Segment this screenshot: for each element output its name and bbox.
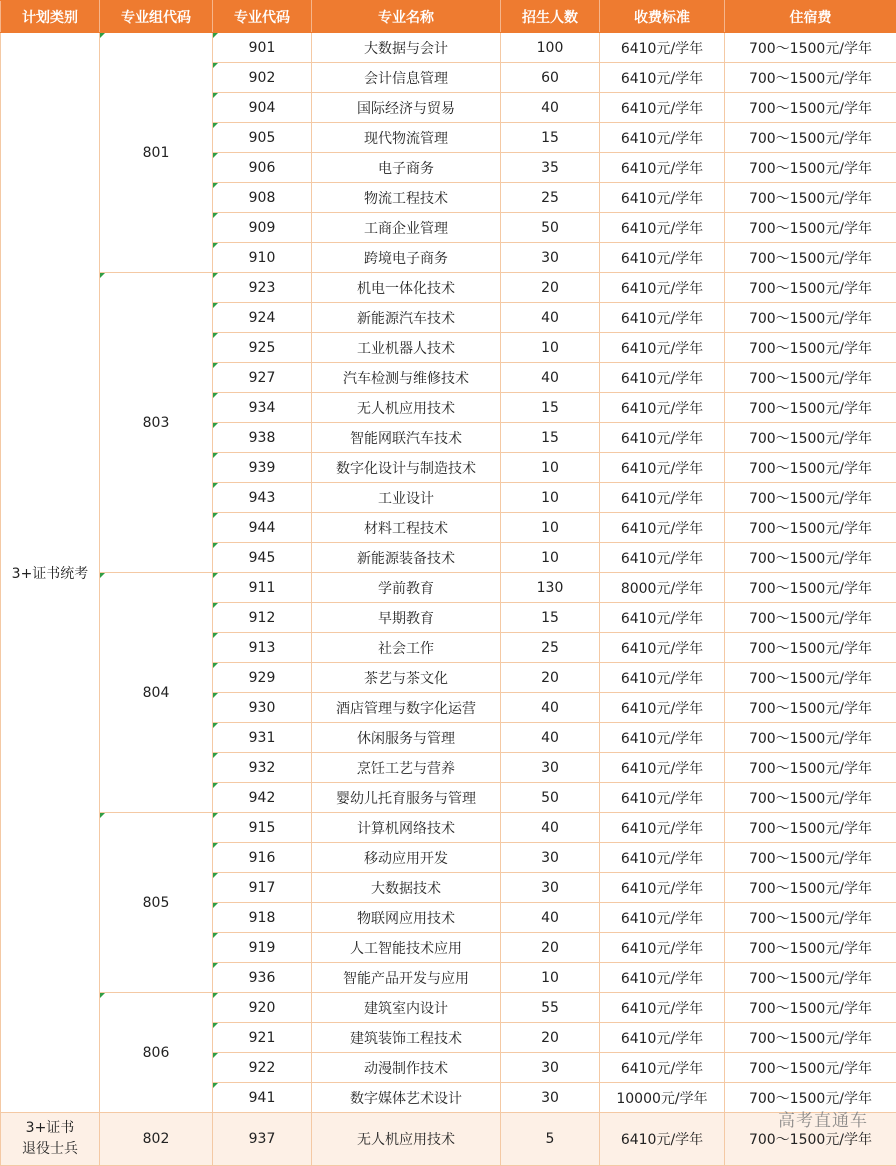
enrollment-cell: 10 [501, 513, 600, 543]
enrollment-cell: 40 [501, 363, 600, 393]
dorm-fee-cell: 700～1500元/学年 [725, 63, 896, 93]
enrollment-cell: 10 [501, 543, 600, 573]
major-name-cell: 智能网联汽车技术 [312, 423, 501, 453]
header-dorm-fee: 住宿费 [725, 1, 896, 33]
tuition-cell: 6410元/学年 [600, 153, 725, 183]
major-code-cell: 913 [213, 633, 312, 663]
enrollment-cell: 30 [501, 753, 600, 783]
dorm-fee-cell: 700～1500元/学年 [725, 933, 896, 963]
dorm-fee-cell: 700～1500元/学年 [725, 723, 896, 753]
major-name-cell: 人工智能技术应用 [312, 933, 501, 963]
major-name-cell: 工商企业管理 [312, 213, 501, 243]
group-code-cell: 802 [100, 1113, 213, 1166]
enrollment-cell: 50 [501, 213, 600, 243]
enrollment-cell: 30 [501, 843, 600, 873]
enrollment-cell: 20 [501, 663, 600, 693]
watermark: 高考直通车 [778, 1106, 868, 1131]
major-code-cell: 934 [213, 393, 312, 423]
category-cell-veteran [1, 1113, 100, 1166]
dorm-fee-cell: 700～1500元/学年 [725, 603, 896, 633]
dorm-fee-cell: 700～1500元/学年 [725, 213, 896, 243]
major-name-cell: 建筑装饰工程技术 [312, 1023, 501, 1053]
enrollment-cell: 55 [501, 993, 600, 1023]
group-code-cell: 806 [100, 993, 213, 1113]
dorm-fee-cell: 700～1500元/学年 [725, 993, 896, 1023]
major-code-cell: 908 [213, 183, 312, 213]
dorm-fee-cell: 700～1500元/学年 [725, 693, 896, 723]
major-code-cell: 920 [213, 993, 312, 1023]
major-name-cell: 机电一体化技术 [312, 273, 501, 303]
tuition-cell: 6410元/学年 [600, 753, 725, 783]
major-code-cell: 939 [213, 453, 312, 483]
tuition-cell: 6410元/学年 [600, 483, 725, 513]
dorm-fee-cell: 700～1500元/学年 [725, 273, 896, 303]
dorm-fee-cell: 700～1500元/学年 [725, 483, 896, 513]
group-code-cell: 801 [100, 33, 213, 273]
major-code-cell: 902 [213, 63, 312, 93]
dorm-fee-cell: 700～1500元/学年 [725, 543, 896, 573]
enrollment-cell: 25 [501, 633, 600, 663]
dorm-fee-cell: 700～1500元/学年 [725, 123, 896, 153]
table-row [1, 33, 896, 63]
major-name-cell: 烹饪工艺与营养 [312, 753, 501, 783]
major-name-cell: 早期教育 [312, 603, 501, 633]
enrollment-cell: 15 [501, 123, 600, 153]
enrollment-cell: 10 [501, 453, 600, 483]
tuition-cell: 6410元/学年 [600, 693, 725, 723]
major-name-cell: 移动应用开发 [312, 843, 501, 873]
major-code-cell: 925 [213, 333, 312, 363]
major-name-cell: 跨境电子商务 [312, 243, 501, 273]
major-code-cell: 945 [213, 543, 312, 573]
tuition-cell: 6410元/学年 [600, 963, 725, 993]
major-code-cell: 923 [213, 273, 312, 303]
major-name-cell: 物联网应用技术 [312, 903, 501, 933]
major-code-cell: 915 [213, 813, 312, 843]
dorm-fee-cell: 700～1500元/学年 [725, 573, 896, 603]
tuition-cell: 6410元/学年 [600, 63, 725, 93]
tuition-cell: 6410元/学年 [600, 393, 725, 423]
tuition-cell: 6410元/学年 [600, 633, 725, 663]
major-name-cell: 大数据与会计 [312, 33, 501, 63]
tuition-cell: 6410元/学年 [600, 603, 725, 633]
major-code-cell: 906 [213, 153, 312, 183]
tuition-cell: 6410元/学年 [600, 243, 725, 273]
major-code-cell: 911 [213, 573, 312, 603]
tuition-cell: 6410元/学年 [600, 453, 725, 483]
enrollment-cell: 100 [501, 33, 600, 63]
enrollment-cell: 40 [501, 903, 600, 933]
tuition-cell: 6410元/学年 [600, 273, 725, 303]
header-group-code: 专业组代码 [100, 1, 213, 33]
category-cell: 3+证书统考 [1, 33, 100, 1113]
major-name-cell: 国际经济与贸易 [312, 93, 501, 123]
dorm-fee-cell: 700～1500元/学年 [725, 183, 896, 213]
dorm-fee-cell: 700～1500元/学年 [725, 633, 896, 663]
tuition-cell: 6410元/学年 [600, 543, 725, 573]
table-row [1, 813, 896, 843]
major-name-cell: 新能源装备技术 [312, 543, 501, 573]
major-code-cell: 910 [213, 243, 312, 273]
major-code-cell: 922 [213, 1053, 312, 1083]
major-name-cell: 婴幼儿托育服务与管理 [312, 783, 501, 813]
dorm-fee-cell: 700～1500元/学年 [725, 1053, 896, 1083]
header-major-code: 专业代码 [213, 1, 312, 33]
major-code-cell: 909 [213, 213, 312, 243]
major-name-cell: 无人机应用技术 [312, 1113, 501, 1166]
tuition-cell: 6410元/学年 [600, 873, 725, 903]
dorm-fee-cell: 700～1500元/学年 [725, 333, 896, 363]
tuition-cell: 6410元/学年 [600, 783, 725, 813]
major-name-cell: 学前教育 [312, 573, 501, 603]
tuition-cell: 8000元/学年 [600, 573, 725, 603]
enrollment-cell: 40 [501, 693, 600, 723]
major-name-cell: 智能产品开发与应用 [312, 963, 501, 993]
major-code-cell: 905 [213, 123, 312, 153]
major-code-cell: 929 [213, 663, 312, 693]
enrollment-cell: 15 [501, 423, 600, 453]
major-code-cell: 932 [213, 753, 312, 783]
tuition-cell: 6410元/学年 [600, 213, 725, 243]
enrollment-cell: 40 [501, 303, 600, 333]
tuition-cell: 6410元/学年 [600, 1053, 725, 1083]
major-name-cell: 计算机网络技术 [312, 813, 501, 843]
major-code-cell: 912 [213, 603, 312, 633]
major-code-cell: 901 [213, 33, 312, 63]
header-row [1, 1, 896, 33]
dorm-fee-cell: 700～1500元/学年 [725, 423, 896, 453]
dorm-fee-cell: 700～1500元/学年 [725, 783, 896, 813]
tuition-cell: 6410元/学年 [600, 933, 725, 963]
major-name-cell: 会计信息管理 [312, 63, 501, 93]
major-name-cell: 材料工程技术 [312, 513, 501, 543]
tuition-cell: 10000元/学年 [600, 1083, 725, 1113]
dorm-fee-cell: 700～1500元/学年 [725, 243, 896, 273]
major-code-cell: 924 [213, 303, 312, 333]
tuition-cell: 6410元/学年 [600, 843, 725, 873]
enrollment-cell: 20 [501, 273, 600, 303]
dorm-fee-cell: 700～1500元/学年 [725, 843, 896, 873]
category-veteran-line2: 退役士兵 [1, 1139, 99, 1160]
enrollment-cell: 60 [501, 63, 600, 93]
enrollment-cell: 10 [501, 333, 600, 363]
major-code-cell: 943 [213, 483, 312, 513]
enrollment-cell: 5 [501, 1113, 600, 1166]
enrollment-cell: 20 [501, 1023, 600, 1053]
dorm-fee-cell: 700～1500元/学年 [725, 93, 896, 123]
major-name-cell: 无人机应用技术 [312, 393, 501, 423]
enrollment-cell: 25 [501, 183, 600, 213]
table-row [1, 273, 896, 303]
enrollment-cell: 40 [501, 93, 600, 123]
tuition-cell: 6410元/学年 [600, 903, 725, 933]
major-name-cell: 大数据技术 [312, 873, 501, 903]
major-code-cell: 936 [213, 963, 312, 993]
dorm-fee-cell: 700～1500元/学年 [725, 1023, 896, 1053]
dorm-fee-cell: 700～1500元/学年 [725, 753, 896, 783]
tuition-cell: 6410元/学年 [600, 303, 725, 333]
dorm-fee-cell: 700～1500元/学年 [725, 363, 896, 393]
enrollment-cell: 40 [501, 813, 600, 843]
tuition-cell: 6410元/学年 [600, 813, 725, 843]
major-name-cell: 茶艺与茶文化 [312, 663, 501, 693]
enrollment-cell: 130 [501, 573, 600, 603]
dorm-fee-cell: 700～1500元/学年 [725, 513, 896, 543]
major-code-cell: 919 [213, 933, 312, 963]
major-name-cell: 现代物流管理 [312, 123, 501, 153]
enrollment-cell: 40 [501, 723, 600, 753]
tuition-cell: 6410元/学年 [600, 723, 725, 753]
enrollment-cell: 30 [501, 243, 600, 273]
major-code-cell: 942 [213, 783, 312, 813]
tuition-cell: 6410元/学年 [600, 33, 725, 63]
major-code-cell: 931 [213, 723, 312, 753]
tuition-cell: 6410元/学年 [600, 123, 725, 153]
tuition-cell: 6410元/学年 [600, 1113, 725, 1166]
major-code-cell: 941 [213, 1083, 312, 1113]
enrollment-cell: 20 [501, 933, 600, 963]
major-name-cell: 数字媒体艺术设计 [312, 1083, 501, 1113]
dorm-fee-cell: 700～1500元/学年 [725, 303, 896, 333]
tuition-cell: 6410元/学年 [600, 333, 725, 363]
dorm-fee-cell: 700～1500元/学年 [725, 1113, 896, 1166]
tuition-cell: 6410元/学年 [600, 363, 725, 393]
dorm-fee-cell: 700～1500元/学年 [725, 1083, 896, 1113]
major-code-cell: 904 [213, 93, 312, 123]
dorm-fee-cell: 700～1500元/学年 [725, 663, 896, 693]
major-name-cell: 建筑室内设计 [312, 993, 501, 1023]
dorm-fee-cell: 700～1500元/学年 [725, 153, 896, 183]
category-veteran-line1: 3+证书 [1, 1118, 99, 1139]
tuition-cell: 6410元/学年 [600, 93, 725, 123]
major-name-cell: 工业机器人技术 [312, 333, 501, 363]
major-code-cell: 917 [213, 873, 312, 903]
enrollment-cell: 10 [501, 483, 600, 513]
major-code-cell: 944 [213, 513, 312, 543]
enrollment-cell: 10 [501, 963, 600, 993]
dorm-fee-cell: 700～1500元/学年 [725, 873, 896, 903]
group-code-cell: 803 [100, 273, 213, 573]
major-name-cell: 电子商务 [312, 153, 501, 183]
tuition-cell: 6410元/学年 [600, 1023, 725, 1053]
enrollment-cell: 50 [501, 783, 600, 813]
enrollment-cell: 30 [501, 873, 600, 903]
group-code-cell: 804 [100, 573, 213, 813]
major-code-cell: 916 [213, 843, 312, 873]
enrollment-cell: 35 [501, 153, 600, 183]
major-name-cell: 工业设计 [312, 483, 501, 513]
group-code-cell: 805 [100, 813, 213, 993]
table-body [1, 33, 896, 1166]
major-code-cell: 921 [213, 1023, 312, 1053]
tuition-cell: 6410元/学年 [600, 993, 725, 1023]
tuition-cell: 6410元/学年 [600, 663, 725, 693]
major-name-cell: 新能源汽车技术 [312, 303, 501, 333]
dorm-fee-cell: 700～1500元/学年 [725, 963, 896, 993]
tuition-cell: 6410元/学年 [600, 183, 725, 213]
major-name-cell: 数字化设计与制造技术 [312, 453, 501, 483]
dorm-fee-cell: 700～1500元/学年 [725, 393, 896, 423]
major-code-cell: 937 [213, 1113, 312, 1166]
enrollment-cell: 15 [501, 393, 600, 423]
table-row [1, 993, 896, 1023]
major-code-cell: 930 [213, 693, 312, 723]
major-name-cell: 休闲服务与管理 [312, 723, 501, 753]
header-tuition: 收费标准 [600, 1, 725, 33]
header-category: 计划类别 [1, 1, 100, 33]
dorm-fee-cell: 700～1500元/学年 [725, 903, 896, 933]
enrollment-cell: 30 [501, 1053, 600, 1083]
dorm-fee-cell: 700～1500元/学年 [725, 453, 896, 483]
dorm-fee-cell: 700～1500元/学年 [725, 813, 896, 843]
major-code-cell: 938 [213, 423, 312, 453]
enrollment-cell: 15 [501, 603, 600, 633]
major-code-cell: 927 [213, 363, 312, 393]
table-row [1, 573, 896, 603]
enrollment-cell: 30 [501, 1083, 600, 1113]
tuition-cell: 6410元/学年 [600, 513, 725, 543]
major-code-cell: 918 [213, 903, 312, 933]
table-row-veteran [1, 1113, 896, 1166]
major-name-cell: 汽车检测与维修技术 [312, 363, 501, 393]
major-name-cell: 社会工作 [312, 633, 501, 663]
header-major-name: 专业名称 [312, 1, 501, 33]
tuition-cell: 6410元/学年 [600, 423, 725, 453]
major-name-cell: 动漫制作技术 [312, 1053, 501, 1083]
major-name-cell: 物流工程技术 [312, 183, 501, 213]
dorm-fee-cell: 700～1500元/学年 [725, 33, 896, 63]
major-name-cell: 酒店管理与数字化运营 [312, 693, 501, 723]
header-enrollment: 招生人数 [501, 1, 600, 33]
